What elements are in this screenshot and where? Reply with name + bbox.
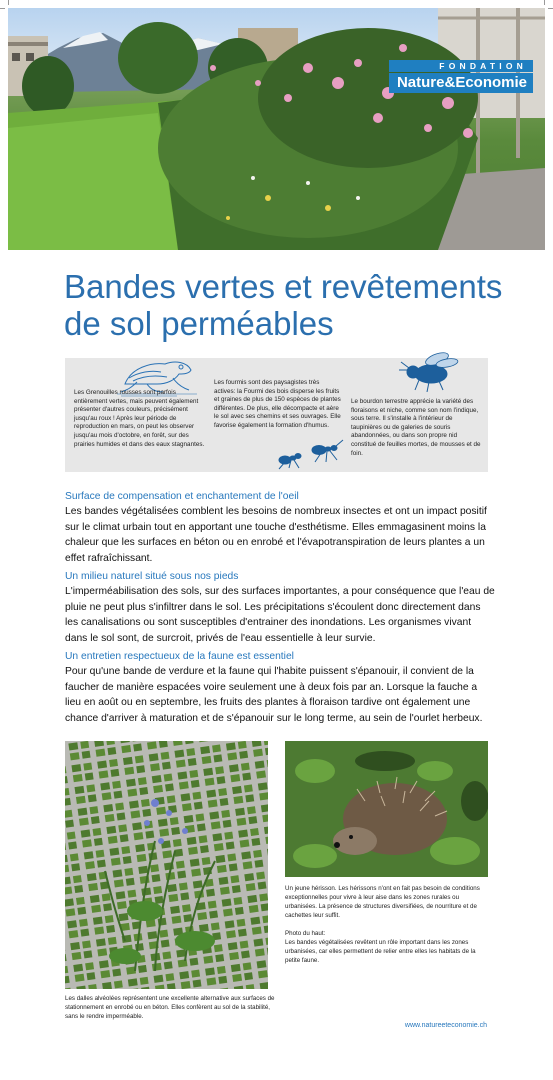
logo-top-text: FONDATION [389,60,533,72]
hedgehog-illustration [285,741,488,877]
crop-mark [0,8,5,9]
section-heading: Un entretien respectueux de la faune est essentiel [65,651,294,662]
top-photo-label: Photo du haut: [285,930,326,937]
hedgehog-caption: Un jeune hérisson. Les hérissons n'ont en fait pas besoin de conditions exceptionnelles pour vivre à leur aise dans les zones rurales ou urbanisées. La présence de structures diversifiées, de nourriture et de cachettes leur suffit. [285,885,480,919]
paver-caption: Les dalles alvéolées représentent une excellente alternative aux surfaces de stationnement en enrobé ou en béton. Elles confèrent au sol de la stabilité, sans le rendre imperméable. [65,995,275,1020]
section-maintenance [65,650,495,726]
section-text: Pour qu'une bande de verdure et la faune qui l'habite puissent s'épanouir, il convient de la faucher de manière espacées voire seulement une à deux fois par an. Lorsque la fauche a lieu en août ou en septembre, les fruits des plantes à floraison tardive ont également une chance d'arriver à maturation et de s'épanouir sur le long terme, au sein de l'ourlet herbeux. [65,666,483,724]
hero-illustration [8,8,545,250]
bumblebee-icon [397,350,467,392]
hero-photo [8,8,545,250]
foundation-logo [389,60,533,93]
section-heading: Surface de compensation et enchantement de l'oeil [65,491,299,502]
title-line-2: de sol perméables [64,305,334,342]
crop-mark [544,0,545,5]
ants-text: Les fourmis sont des paysagistes très actives: la Fourmi des bois disperse les fruits et graines de plus de 150 espèces de plantes différentes. De plus, elle décompacte et aère le sol avec ses chemins et ses ouvrages. Elle favorise également la formation d'humus. [214,379,341,429]
section-text: L'imperméabilisation des sols, sur des surfaces importantes, a pour conséquence que l'eau de pluie ne peut plus s'infiltrer dans le sol. Les précipitations s'écoulent donc directement dans les canalisations ou sont susceptibles d'entrainer des inondations. Les organismes vivant dans le sol sont, de surcroit, privés de l'eau essentielle à leur survie. [65,586,495,644]
bumblebee-text: Le bourdon terrestre apprécie la variété des floraisons et niche, comme son nom l'indique, sous terre. Il s'installe à l'intérieur de taupinières ou de galeries de souris abandonnées, ou dans son propre nid constitué de feuilles mortes, de mousses et de foin. [351,398,481,457]
frog-text: Les Grenouilles rousses sont parfois entièrement vertes, mais peuvent également présenter d'autres couleurs, précisément jusqu'au roux ! Après leur période de reproduction en mars, on peut les observer jusqu'au mois d'octobre, en forêt, sur des prairies humides et dans des eaux stagnantes. [74,389,205,448]
paver-photo [65,741,268,989]
section-text: Les bandes végétalisées comblent les besoins de nombreux insectes et ont un impact positif sur le climat urbain tout en apportant une touche d'esthétisme. Elles emmagasinent moins la chaleur que les surfaces en béton ou en enrobé et l'évapotranspiration de leurs plantes a un effet rafraîchissant. [65,506,487,564]
section-compensation [65,490,495,566]
hedgehog-caption-block [285,884,485,965]
website-link[interactable]: www.natureeteconomie.ch [404,1022,487,1029]
crop-mark [8,0,9,5]
crop-mark [548,8,553,9]
paver-illustration [65,741,268,989]
top-photo-caption: Les bandes végétalisées revêtent un rôle important dans les zones urbanisées, car elles permettent de relier entre elles les habitats de la petite faune. [285,939,476,964]
title-line-1: Bandes vertes et revêtements [64,268,503,305]
section-soil [65,570,495,646]
hedgehog-photo [285,741,488,877]
species-info-box [65,358,488,472]
logo-name: Nature&Economie [389,73,533,93]
section-heading: Un milieu naturel situé sous nos pieds [65,571,239,582]
ants-icon [271,436,347,472]
page-title [64,268,504,342]
